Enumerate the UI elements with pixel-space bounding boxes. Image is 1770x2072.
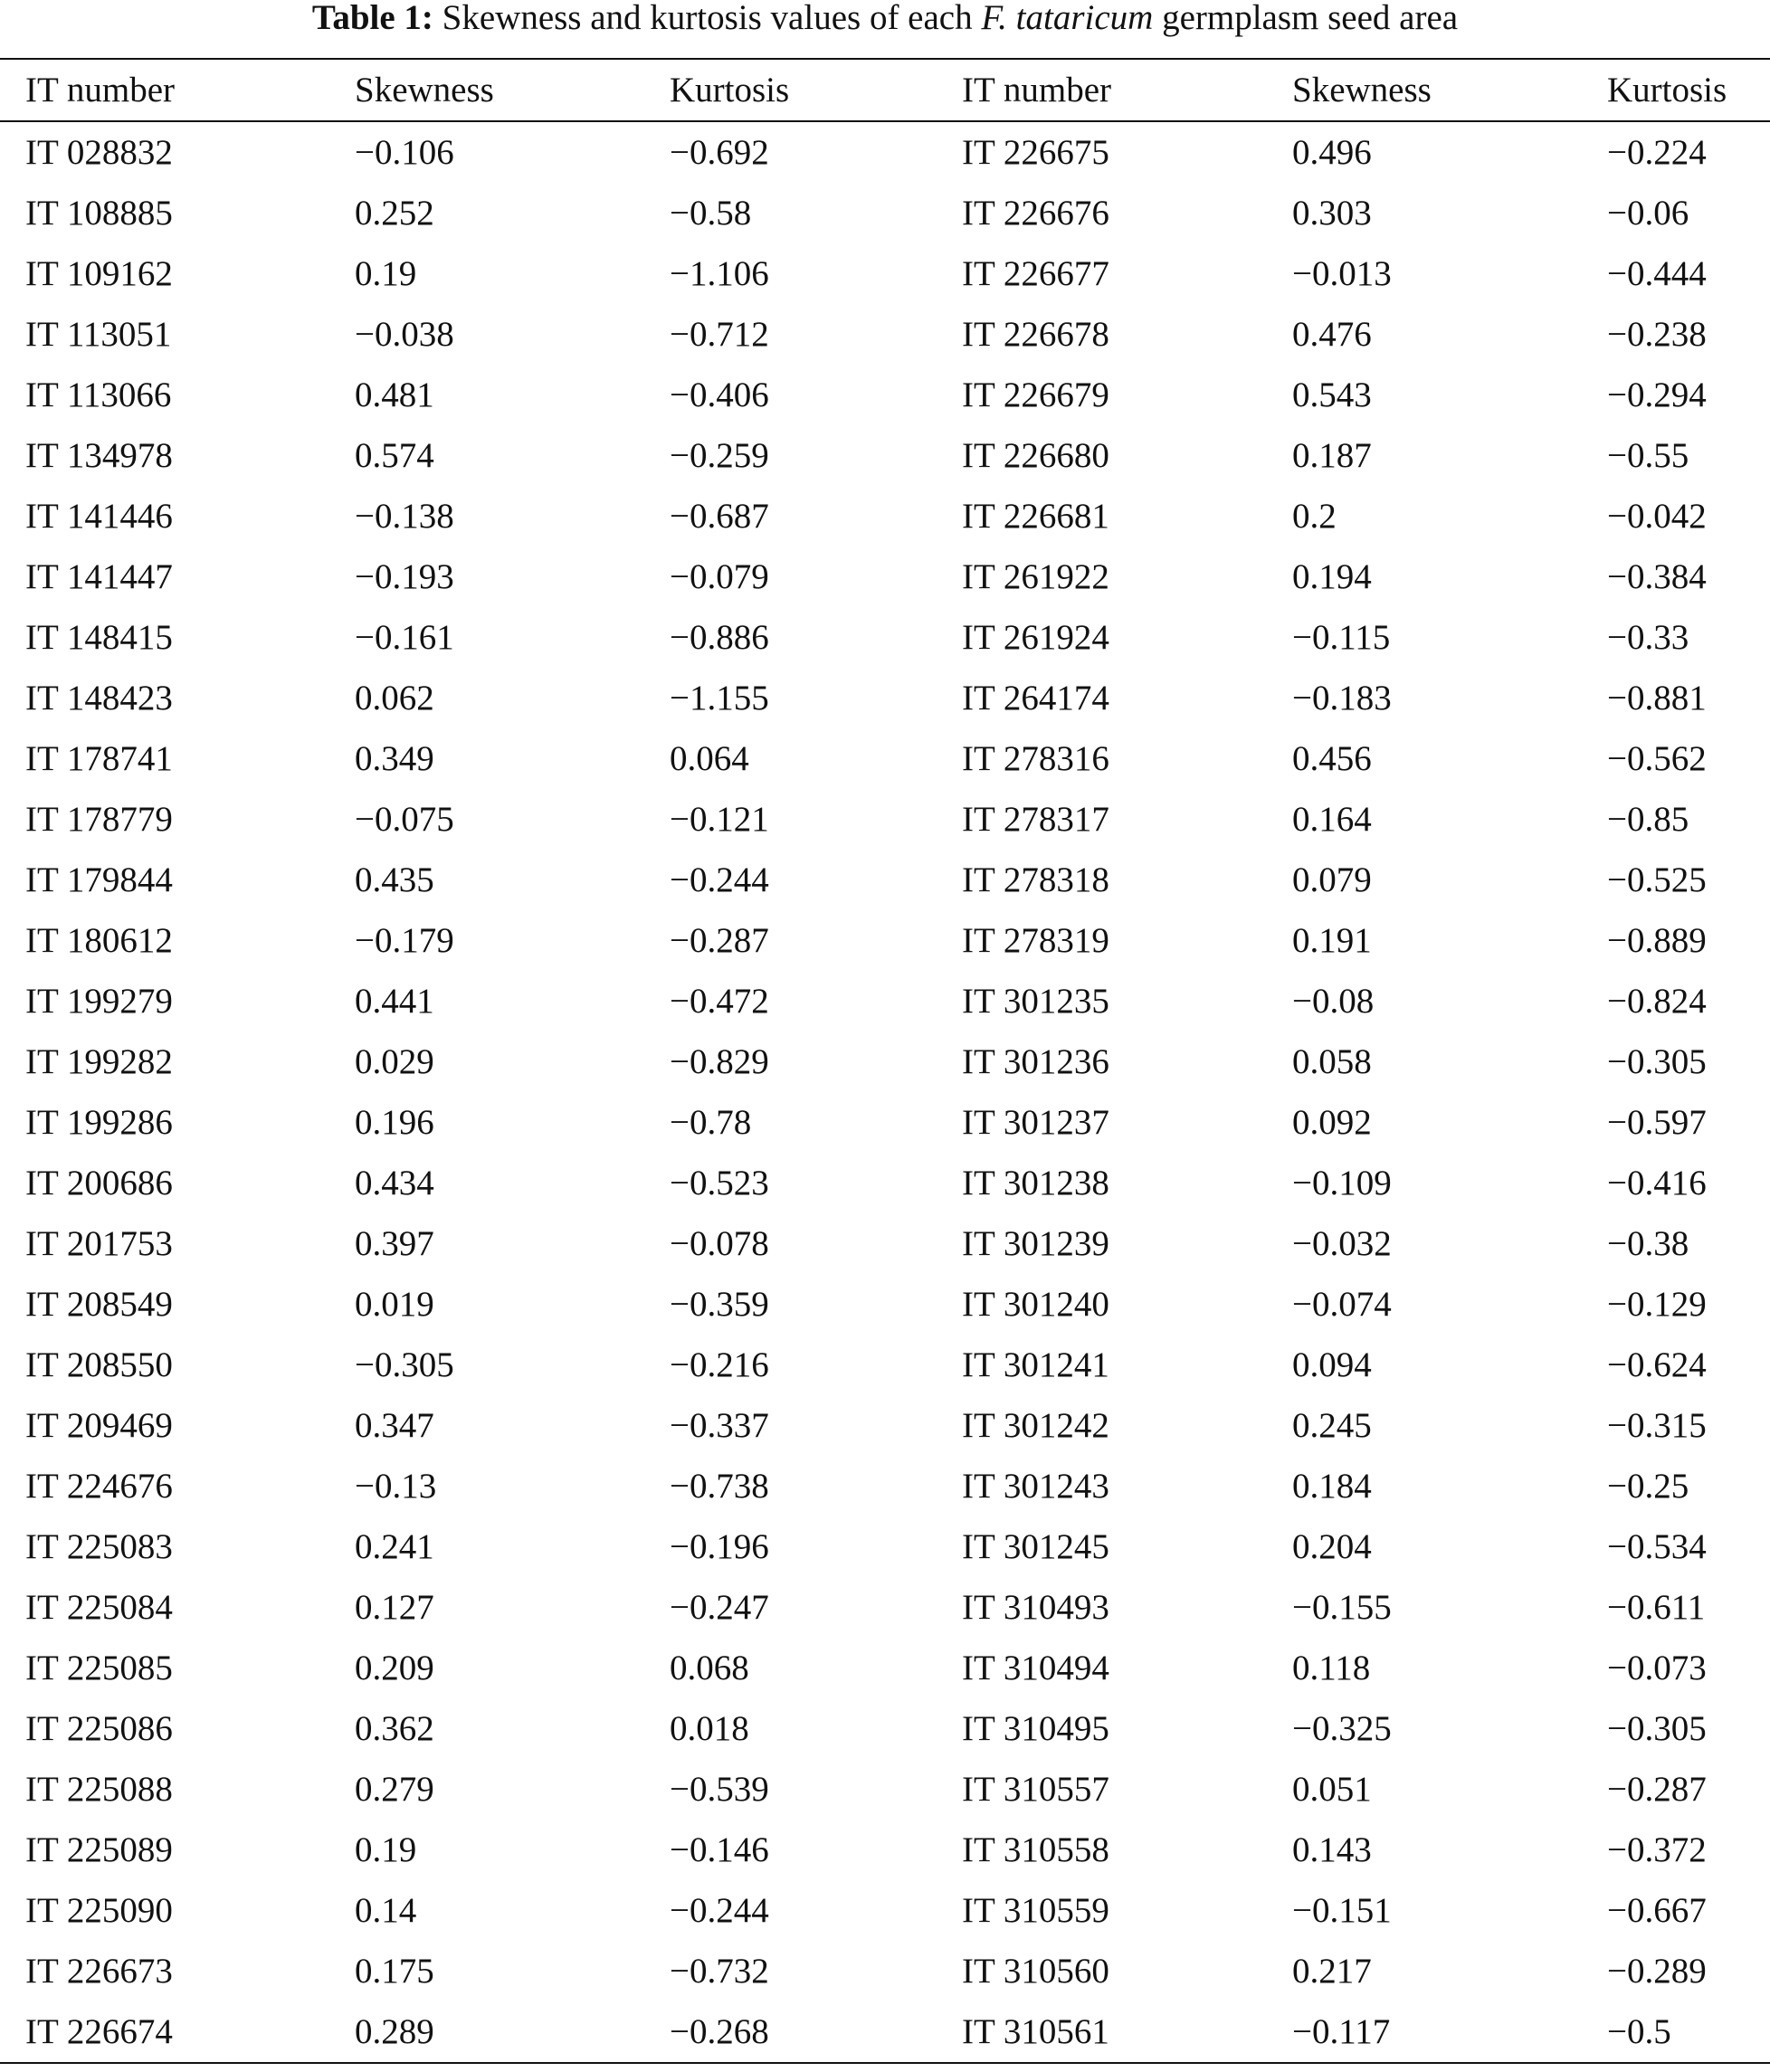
cell-skewness-left: 0.029 [355, 1042, 434, 1081]
cell-kurtosis-right: −0.5 [1607, 2012, 1671, 2051]
table-row [0, 425, 1770, 486]
cell-kurtosis-left: −0.079 [670, 557, 769, 596]
cell-kurtosis-right: −0.534 [1607, 1527, 1707, 1566]
cell-skewness-right: 0.543 [1292, 375, 1372, 414]
cell-skewness-left: 0.435 [355, 860, 434, 899]
cell-skewness-right: 0.058 [1292, 1042, 1372, 1081]
cell-it-number-right: IT 301239 [962, 1224, 1109, 1263]
cell-kurtosis-right: −0.315 [1607, 1406, 1707, 1445]
cell-kurtosis-left: −0.687 [670, 497, 769, 536]
cell-kurtosis-left: −0.829 [670, 1042, 769, 1081]
cell-it-number-right: IT 226675 [962, 133, 1109, 172]
cell-skewness-left: −0.106 [355, 133, 454, 172]
cell-it-number-right: IT 264174 [962, 679, 1109, 718]
cell-skewness-right: 0.184 [1292, 1467, 1372, 1506]
cell-it-number-right: IT 278316 [962, 739, 1109, 778]
cell-kurtosis-right: −0.287 [1607, 1770, 1707, 1809]
cell-kurtosis-right: −0.597 [1607, 1103, 1707, 1142]
table-row [0, 1516, 1770, 1577]
cell-it-number-left: IT 134978 [25, 436, 173, 475]
cell-skewness-left: 0.434 [355, 1164, 434, 1202]
cell-skewness-left: 0.279 [355, 1770, 434, 1809]
cell-kurtosis-right: −0.624 [1607, 1345, 1707, 1384]
caption-label: Table 1: [311, 0, 433, 37]
cell-kurtosis-left: 0.064 [670, 739, 749, 778]
cell-it-number-left: IT 224676 [25, 1467, 173, 1506]
cell-skewness-right: −0.013 [1292, 254, 1392, 293]
cell-it-number-right: IT 301240 [962, 1285, 1109, 1324]
cell-it-number-right: IT 278319 [962, 921, 1109, 960]
cell-skewness-left: 0.14 [355, 1891, 417, 1930]
cell-skewness-right: −0.183 [1292, 679, 1392, 718]
cell-skewness-left: 0.289 [355, 2012, 434, 2051]
cell-kurtosis-left: 0.068 [670, 1649, 749, 1687]
header-skewness-right: Skewness [1292, 71, 1432, 109]
cell-skewness-left: 0.362 [355, 1709, 434, 1748]
cell-kurtosis-right: −0.444 [1607, 254, 1707, 293]
cell-kurtosis-left: −0.196 [670, 1527, 769, 1566]
cell-skewness-left: 0.175 [355, 1952, 434, 1991]
cell-kurtosis-left: −0.259 [670, 436, 769, 475]
cell-it-number-left: IT 225084 [25, 1588, 173, 1627]
table-row [0, 1577, 1770, 1638]
cell-it-number-left: IT 199279 [25, 982, 173, 1021]
cell-kurtosis-left: −0.472 [670, 982, 769, 1021]
cell-it-number-left: IT 200686 [25, 1164, 173, 1202]
cell-it-number-left: IT 225088 [25, 1770, 173, 1809]
cell-it-number-left: IT 225086 [25, 1709, 173, 1748]
cell-kurtosis-right: −0.881 [1607, 679, 1707, 718]
cell-kurtosis-left: −0.886 [670, 618, 769, 657]
cell-it-number-left: IT 108885 [25, 194, 173, 233]
cell-skewness-left: 0.19 [355, 1830, 417, 1869]
header-skewness-left: Skewness [355, 71, 494, 109]
cell-skewness-left: 0.209 [355, 1649, 434, 1687]
cell-kurtosis-right: −0.289 [1607, 1952, 1707, 1991]
header-row [0, 59, 1770, 121]
cell-it-number-left: IT 148423 [25, 679, 173, 718]
cell-kurtosis-left: −0.078 [670, 1224, 769, 1263]
cell-skewness-right: −0.109 [1292, 1164, 1392, 1202]
cell-kurtosis-right: −0.305 [1607, 1042, 1707, 1081]
cell-it-number-right: IT 226679 [962, 375, 1109, 414]
cell-kurtosis-left: −0.539 [670, 1770, 769, 1809]
cell-it-number-left: IT 199286 [25, 1103, 173, 1142]
table-row [0, 183, 1770, 243]
cell-skewness-left: 0.441 [355, 982, 434, 1021]
cell-kurtosis-right: −0.416 [1607, 1164, 1707, 1202]
cell-skewness-right: 0.094 [1292, 1345, 1372, 1384]
cell-it-number-right: IT 301235 [962, 982, 1109, 1021]
table-row [0, 121, 1770, 183]
cell-skewness-left: −0.038 [355, 315, 454, 354]
cell-skewness-right: −0.325 [1292, 1709, 1392, 1748]
cell-kurtosis-left: −1.106 [670, 254, 769, 293]
cell-kurtosis-right: −0.224 [1607, 133, 1707, 172]
cell-skewness-right: 0.2 [1292, 497, 1337, 536]
cell-kurtosis-right: −0.238 [1607, 315, 1707, 354]
cell-skewness-right: 0.143 [1292, 1830, 1372, 1869]
cell-skewness-left: −0.305 [355, 1345, 454, 1384]
cell-kurtosis-right: −0.06 [1607, 194, 1689, 233]
cell-it-number-left: IT 113051 [25, 315, 172, 354]
cell-it-number-right: IT 301238 [962, 1164, 1109, 1202]
cell-skewness-left: −0.138 [355, 497, 454, 536]
table-row [0, 1031, 1770, 1092]
cell-skewness-left: 0.062 [355, 679, 434, 718]
cell-kurtosis-right: −0.384 [1607, 557, 1707, 596]
table-row [0, 1274, 1770, 1335]
cell-it-number-right: IT 310494 [962, 1649, 1109, 1687]
cell-it-number-right: IT 226681 [962, 497, 1109, 536]
cell-skewness-right: −0.115 [1292, 618, 1391, 657]
cell-skewness-right: −0.032 [1292, 1224, 1392, 1263]
cell-kurtosis-left: −0.216 [670, 1345, 769, 1384]
cell-kurtosis-right: −0.073 [1607, 1649, 1707, 1687]
header-it-number-left: IT number [25, 71, 175, 109]
header-kurtosis-right: Kurtosis [1607, 71, 1727, 109]
caption-species: F. tataricum [981, 0, 1154, 37]
table-row [0, 547, 1770, 607]
table-row [0, 728, 1770, 789]
cell-it-number-right: IT 226676 [962, 194, 1109, 233]
cell-it-number-left: IT 109162 [25, 254, 173, 293]
cell-skewness-right: 0.079 [1292, 860, 1372, 899]
table-caption [0, 0, 1770, 40]
cell-it-number-left: IT 225083 [25, 1527, 173, 1566]
table-row [0, 1820, 1770, 1880]
cell-it-number-left: IT 141446 [25, 497, 173, 536]
table-row [0, 1941, 1770, 2001]
cell-skewness-left: 0.252 [355, 194, 434, 233]
caption-text-after: germplasm seed area [1162, 0, 1459, 37]
cell-it-number-right: IT 301241 [962, 1345, 1109, 1384]
cell-skewness-left: 0.19 [355, 254, 417, 293]
cell-kurtosis-left: −0.146 [670, 1830, 769, 1869]
cell-kurtosis-right: −0.667 [1607, 1891, 1707, 1930]
table-body [0, 121, 1770, 2063]
cell-kurtosis-right: −0.525 [1607, 860, 1707, 899]
cell-it-number-left: IT 180612 [25, 921, 173, 960]
cell-skewness-left: 0.574 [355, 436, 434, 475]
table-row [0, 850, 1770, 910]
cell-it-number-right: IT 310557 [962, 1770, 1109, 1809]
caption-text-before: Skewness and kurtosis values of each [442, 0, 973, 37]
cell-it-number-left: IT 226673 [25, 1952, 173, 1991]
cell-skewness-right: 0.204 [1292, 1527, 1372, 1566]
cell-kurtosis-right: −0.042 [1607, 497, 1707, 536]
cell-kurtosis-left: −0.287 [670, 921, 769, 960]
table-row [0, 789, 1770, 850]
header-kurtosis-left: Kurtosis [670, 71, 790, 109]
cell-skewness-right: 0.051 [1292, 1770, 1372, 1809]
cell-it-number-left: IT 209469 [25, 1406, 173, 1445]
cell-skewness-left: 0.196 [355, 1103, 434, 1142]
cell-kurtosis-right: −0.55 [1607, 436, 1689, 475]
cell-skewness-right: 0.217 [1292, 1952, 1372, 1991]
cell-skewness-right: 0.191 [1292, 921, 1372, 960]
cell-it-number-left: IT 226674 [25, 2012, 173, 2051]
cell-kurtosis-left: −1.155 [670, 679, 769, 718]
table-row [0, 1213, 1770, 1274]
cell-kurtosis-right: −0.294 [1607, 375, 1707, 414]
table-row [0, 1759, 1770, 1820]
cell-skewness-left: 0.241 [355, 1527, 434, 1566]
cell-it-number-right: IT 261922 [962, 557, 1109, 596]
cell-skewness-right: 0.194 [1292, 557, 1372, 596]
cell-it-number-right: IT 226677 [962, 254, 1109, 293]
cell-skewness-left: −0.193 [355, 557, 454, 596]
cell-it-number-right: IT 278317 [962, 800, 1109, 839]
table-row [0, 1395, 1770, 1456]
cell-kurtosis-left: −0.247 [670, 1588, 769, 1627]
cell-it-number-right: IT 310559 [962, 1891, 1109, 1930]
cell-kurtosis-left: −0.738 [670, 1467, 769, 1506]
cell-it-number-left: IT 113066 [25, 375, 172, 414]
table-row [0, 1456, 1770, 1516]
cell-kurtosis-right: −0.38 [1607, 1224, 1689, 1263]
table-row [0, 365, 1770, 425]
cell-skewness-left: −0.161 [355, 618, 454, 657]
cell-it-number-right: IT 278318 [962, 860, 1109, 899]
cell-skewness-left: 0.127 [355, 1588, 434, 1627]
cell-skewness-right: −0.08 [1292, 982, 1375, 1021]
cell-kurtosis-right: −0.305 [1607, 1709, 1707, 1748]
table-row [0, 1698, 1770, 1759]
cell-it-number-right: IT 226680 [962, 436, 1109, 475]
cell-it-number-left: IT 201753 [25, 1224, 173, 1263]
cell-it-number-left: IT 225085 [25, 1649, 173, 1687]
cell-it-number-right: IT 226678 [962, 315, 1109, 354]
cell-skewness-left: 0.347 [355, 1406, 434, 1445]
cell-it-number-left: IT 199282 [25, 1042, 173, 1081]
cell-skewness-left: −0.075 [355, 800, 454, 839]
cell-skewness-right: 0.187 [1292, 436, 1372, 475]
cell-skewness-right: 0.456 [1292, 739, 1372, 778]
table-row [0, 1335, 1770, 1395]
cell-kurtosis-left: −0.58 [670, 194, 752, 233]
cell-skewness-right: −0.155 [1292, 1588, 1392, 1627]
cell-it-number-right: IT 301243 [962, 1467, 1109, 1506]
table-row [0, 1880, 1770, 1941]
cell-it-number-right: IT 301237 [962, 1103, 1109, 1142]
cell-skewness-right: −0.117 [1292, 2012, 1391, 2051]
cell-it-number-left: IT 225090 [25, 1891, 173, 1930]
cell-it-number-left: IT 178779 [25, 800, 173, 839]
cell-it-number-left: IT 141447 [25, 557, 173, 596]
cell-kurtosis-left: −0.78 [670, 1103, 752, 1142]
cell-it-number-right: IT 310558 [962, 1830, 1109, 1869]
cell-skewness-right: 0.476 [1292, 315, 1372, 354]
cell-it-number-right: IT 301236 [962, 1042, 1109, 1081]
cell-kurtosis-right: −0.824 [1607, 982, 1707, 1021]
cell-kurtosis-right: −0.562 [1607, 739, 1707, 778]
cell-skewness-right: 0.164 [1292, 800, 1372, 839]
cell-it-number-left: IT 178741 [25, 739, 173, 778]
cell-kurtosis-right: −0.372 [1607, 1830, 1707, 1869]
cell-skewness-left: −0.179 [355, 921, 454, 960]
cell-kurtosis-left: −0.244 [670, 1891, 769, 1930]
table-row [0, 486, 1770, 547]
table-row [0, 304, 1770, 365]
cell-kurtosis-left: −0.359 [670, 1285, 769, 1324]
cell-skewness-right: 0.496 [1292, 133, 1372, 172]
cell-kurtosis-right: −0.25 [1607, 1467, 1689, 1506]
table-row [0, 910, 1770, 971]
table-row [0, 1092, 1770, 1153]
cell-skewness-right: −0.151 [1292, 1891, 1392, 1930]
cell-it-number-left: IT 148415 [25, 618, 173, 657]
cell-kurtosis-right: −0.33 [1607, 618, 1689, 657]
cell-kurtosis-right: −0.611 [1607, 1588, 1706, 1627]
cell-it-number-right: IT 301245 [962, 1527, 1109, 1566]
cell-kurtosis-right: −0.129 [1607, 1285, 1707, 1324]
skewness-kurtosis-table [0, 58, 1770, 2064]
table-row [0, 2001, 1770, 2063]
cell-it-number-right: IT 310493 [962, 1588, 1109, 1627]
cell-it-number-left: IT 208550 [25, 1345, 173, 1384]
cell-it-number-right: IT 301242 [962, 1406, 1109, 1445]
table-row [0, 243, 1770, 304]
cell-kurtosis-right: −0.85 [1607, 800, 1689, 839]
cell-skewness-left: 0.019 [355, 1285, 434, 1324]
cell-it-number-left: IT 028832 [25, 133, 173, 172]
cell-it-number-left: IT 208549 [25, 1285, 173, 1324]
cell-kurtosis-left: −0.244 [670, 860, 769, 899]
cell-it-number-right: IT 310561 [962, 2012, 1109, 2051]
cell-kurtosis-left: −0.406 [670, 375, 769, 414]
table-row [0, 1638, 1770, 1698]
table-row [0, 668, 1770, 728]
cell-skewness-right: 0.303 [1292, 194, 1372, 233]
cell-it-number-right: IT 310560 [962, 1952, 1109, 1991]
cell-it-number-left: IT 179844 [25, 860, 173, 899]
cell-skewness-right: 0.245 [1292, 1406, 1372, 1445]
cell-kurtosis-left: −0.337 [670, 1406, 769, 1445]
cell-kurtosis-left: −0.121 [670, 800, 769, 839]
cell-skewness-left: 0.349 [355, 739, 434, 778]
table-row [0, 1153, 1770, 1213]
cell-it-number-right: IT 261924 [962, 618, 1109, 657]
cell-skewness-right: 0.092 [1292, 1103, 1372, 1142]
cell-kurtosis-right: −0.889 [1607, 921, 1707, 960]
table-row [0, 607, 1770, 668]
cell-skewness-left: 0.481 [355, 375, 434, 414]
cell-kurtosis-left: −0.268 [670, 2012, 769, 2051]
cell-it-number-right: IT 310495 [962, 1709, 1109, 1748]
table-row [0, 971, 1770, 1031]
cell-kurtosis-left: −0.692 [670, 133, 769, 172]
cell-skewness-right: −0.074 [1292, 1285, 1392, 1324]
cell-skewness-left: −0.13 [355, 1467, 437, 1506]
cell-kurtosis-left: −0.712 [670, 315, 769, 354]
cell-it-number-left: IT 225089 [25, 1830, 173, 1869]
header-it-number-right: IT number [962, 71, 1111, 109]
cell-skewness-left: 0.397 [355, 1224, 434, 1263]
cell-kurtosis-left: −0.732 [670, 1952, 769, 1991]
cell-kurtosis-left: 0.018 [670, 1709, 749, 1748]
cell-kurtosis-left: −0.523 [670, 1164, 769, 1202]
cell-skewness-right: 0.118 [1292, 1649, 1371, 1687]
